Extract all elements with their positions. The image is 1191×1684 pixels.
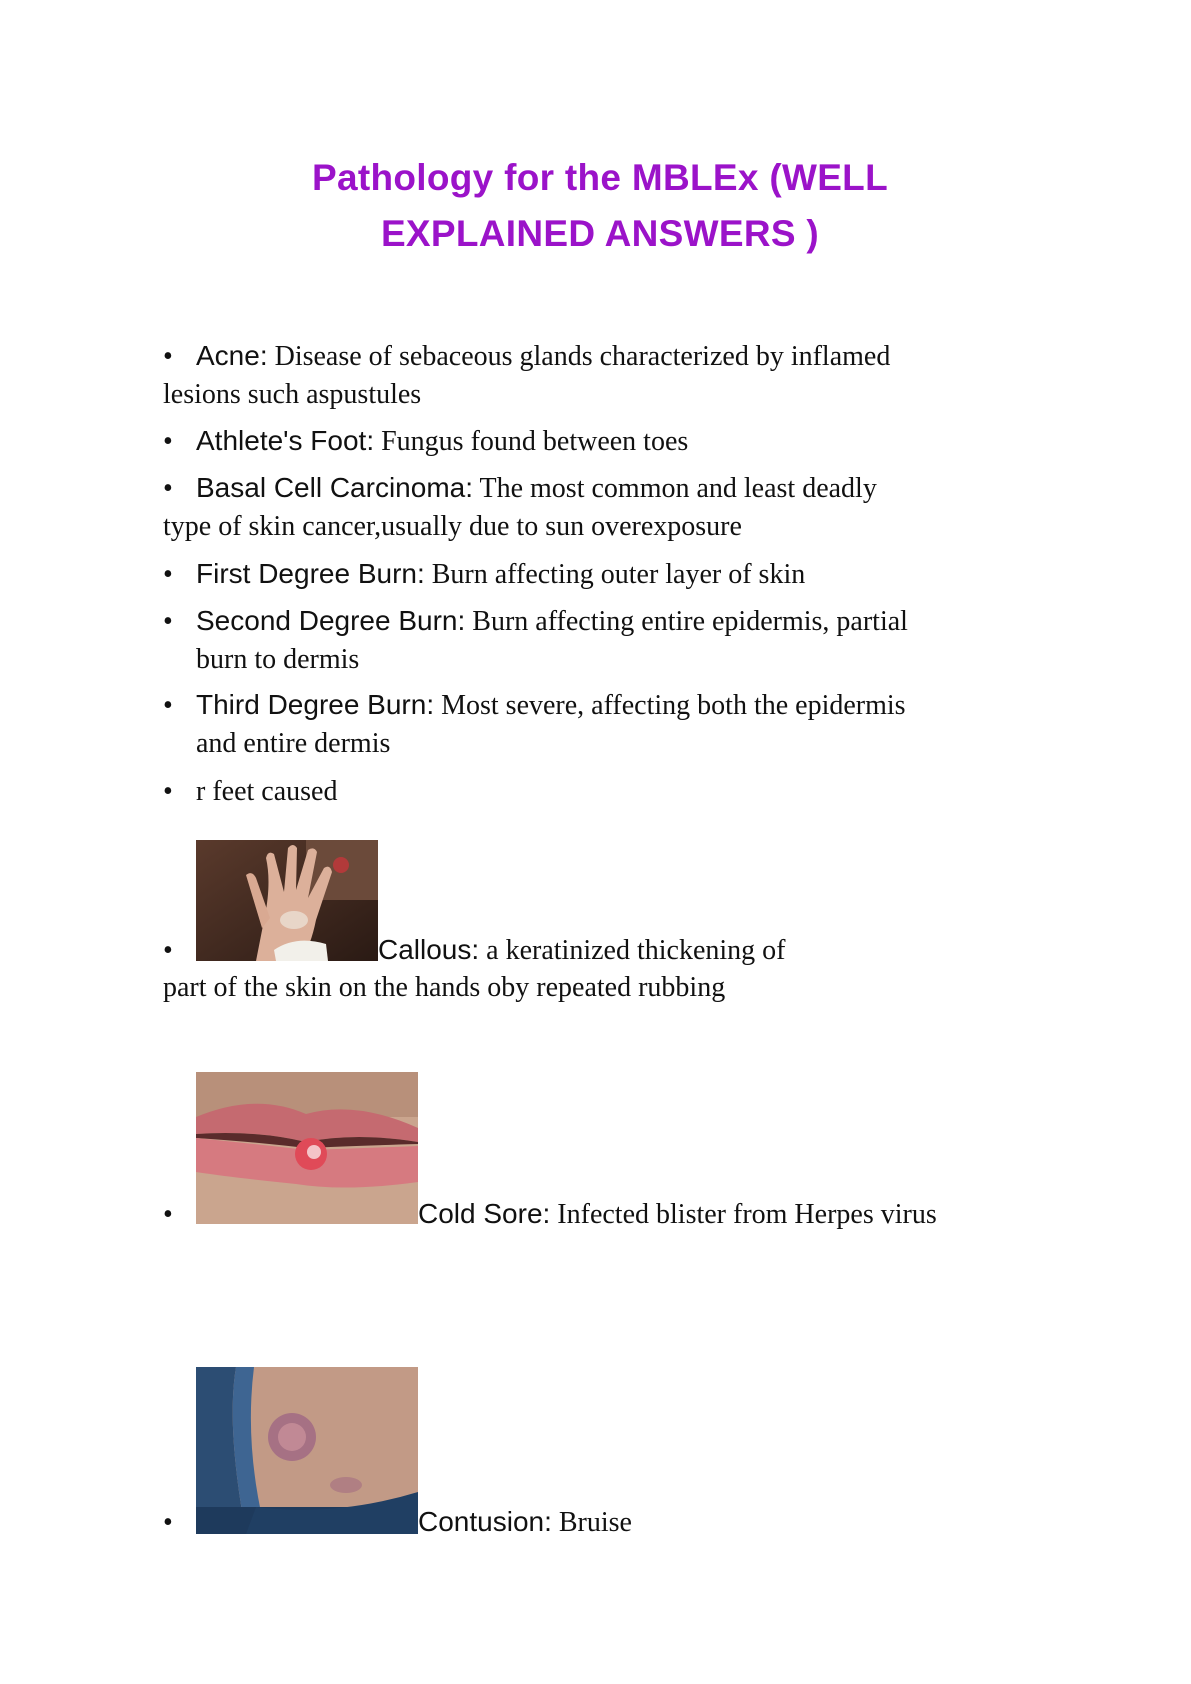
page-title — [150, 150, 1050, 262]
bullet: • — [163, 1507, 173, 1538]
definition-continuation: burn to dermis — [196, 644, 360, 675]
term-label: Callous: — [378, 934, 480, 965]
term-label: Acne: — [196, 340, 268, 371]
bullet: • — [163, 426, 173, 457]
title-line-2: EXPLAINED ANSWERS ) — [380, 213, 820, 254]
bullet: • — [163, 473, 173, 504]
bullet: • — [163, 341, 173, 372]
definition-text: a keratinized thickening of — [479, 935, 786, 966]
term-label: Basal Cell Carcinoma: — [196, 472, 473, 503]
definition-text: Burn affecting outer layer of skin — [424, 559, 806, 590]
bullet: • — [163, 1199, 173, 1230]
fragment-text: r feet caused — [196, 776, 338, 807]
entry-fragment — [163, 773, 1063, 811]
entry-athletes-foot — [163, 422, 1063, 461]
title-line-1: Pathology for the MBLEx (WELL — [311, 157, 888, 198]
bullet: • — [163, 606, 173, 637]
definition-text: Infected blister from Herpes virus — [550, 1199, 937, 1230]
bullet: • — [163, 776, 173, 807]
term-label: Second Degree Burn: — [196, 605, 466, 636]
bullet: • — [163, 690, 173, 721]
term-label: Athlete's Foot: — [196, 425, 375, 456]
definition-continuation: part of the skin on the hands oby repeated rubbing — [163, 972, 726, 1003]
entry-first-degree-burn — [163, 555, 1063, 594]
definition-continuation: type of skin cancer,usually due to sun overexposure — [163, 511, 742, 542]
entry-acne — [163, 337, 1063, 414]
term-label: Contusion: — [418, 1506, 552, 1537]
definition-text: Bruise — [551, 1507, 632, 1538]
definition-continuation: and entire dermis — [196, 728, 391, 759]
definition-text: The most common and least deadly — [473, 473, 877, 504]
entry-third-degree-burn — [163, 686, 1063, 763]
term-label: Cold Sore: — [418, 1198, 551, 1229]
term-label: First Degree Burn: — [196, 558, 425, 589]
definition-text: Burn affecting entire epidermis, partial — [465, 606, 908, 637]
definition-text: Most severe, affecting both the epidermis — [434, 690, 906, 721]
entry-basal-cell-carcinoma — [163, 469, 1063, 546]
bullet: • — [163, 559, 173, 590]
definition-continuation: lesions such aspustules — [163, 379, 422, 410]
entry-contusion — [163, 1503, 632, 1542]
entry-callous — [163, 931, 786, 970]
definition-text: Disease of sebaceous glands characterized by inflamed — [267, 341, 891, 372]
entry-cold-sore — [163, 1195, 937, 1234]
entry-second-degree-burn — [163, 602, 1063, 679]
term-label: Third Degree Burn: — [196, 689, 435, 720]
definition-text: Fungus found between toes — [374, 426, 689, 457]
bullet: • — [163, 935, 173, 966]
